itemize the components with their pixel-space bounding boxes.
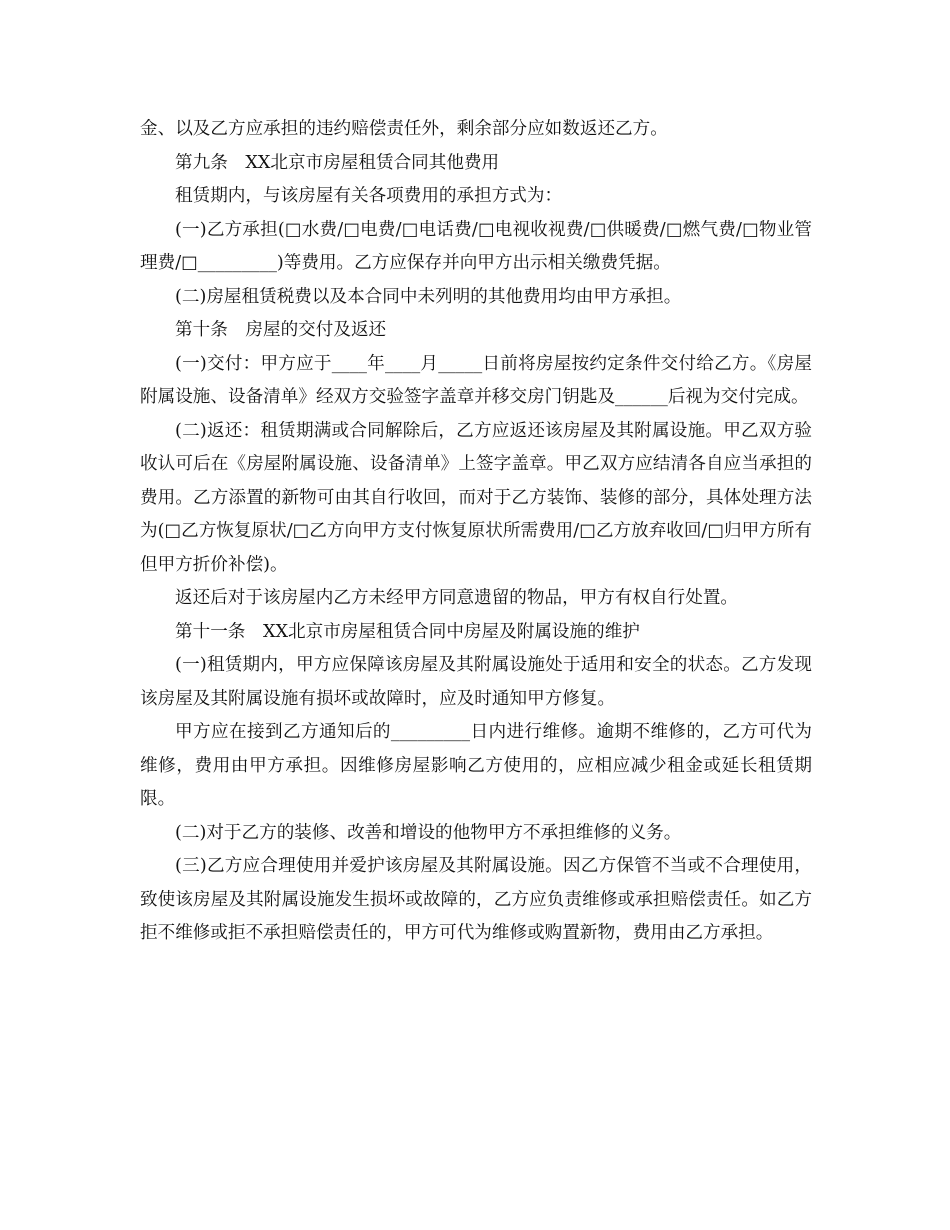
paragraph-8: (二)返还：租赁期满或合同解除后，乙方应返还该房屋及其附属设施。甲乙双方验收认可后在《房屋附属设施、设备清单》上签字盖章。甲乙双方应结清各自应当承担的费用。乙方添置的新物可由其自行收回，而对于乙方装饰、装修的部分，具体处理方法为(□乙方恢复原状/□乙方向甲方支付恢复原状所需费用/□乙方放弃收回/□归甲方所有但甲方折价补偿)。	[140, 420, 812, 575]
paragraph-14: (三)乙方应合理使用并爱护该房屋及其附属设施。因乙方保管不当或不合理使用，致使该房屋及其附属设施发生损坏或故障的，乙方应负责维修或承担赔偿责任。如乙方拒不维修或拒不承担赔偿责任的，甲方可代为维修或购置新物，费用由乙方承担。	[140, 856, 812, 943]
paragraph-5: (二)房屋租赁税费以及本合同中未列明的其他费用均由甲方承担。	[175, 286, 682, 307]
paragraph-7: (一)交付：甲方应于____年____月_____日前将房屋按约定条件交付给乙方。《房屋附属设施、设备清单》经双方交验签字盖章并移交房门钥匙及______后视为交付完成。	[140, 353, 812, 407]
paragraph-13: (二)对于乙方的装修、改善和增设的他物甲方不承担维修的义务。	[175, 822, 682, 843]
document-page	[140, 113, 812, 951]
paragraph-11: (一)租赁期内，甲方应保障该房屋及其附属设施处于适用和安全的状态。乙方发现该房屋及其附属设施有损坏或故障时，应及时通知甲方修复。	[140, 655, 812, 709]
article-10-heading: 第十条 房屋的交付及返还	[175, 320, 387, 340]
article-11-heading: 第十一条 XX北京市房屋租赁合同中房屋及附属设施的维护	[175, 621, 640, 642]
paragraph-1: 金、以及乙方应承担的违约赔偿责任外，剩余部分应如数返还乙方。	[140, 119, 668, 139]
paragraph-3: 租赁期内，与该房屋有关各项费用的承担方式为：	[175, 186, 563, 206]
paragraph-4: (一)乙方承担(□水费/□电费/□电话费/□电视收视费/□供暖费/□燃气费/□物业管理费/□_________)等费用。乙方应保存并向甲方出示相关缴费凭据。	[140, 219, 812, 273]
article-9-heading: 第九条 XX北京市房屋租赁合同其他费用	[175, 152, 500, 173]
paragraph-9: 返还后对于该房屋内乙方未经甲方同意遗留的物品，甲方有权自行处置。	[175, 588, 739, 608]
paragraph-12: 甲方应在接到乙方通知后的_________日内进行维修。逾期不维修的，乙方可代为维修，费用由甲方承担。因维修房屋影响乙方使用的，应相应减少租金或延长租赁期限。	[140, 722, 812, 809]
